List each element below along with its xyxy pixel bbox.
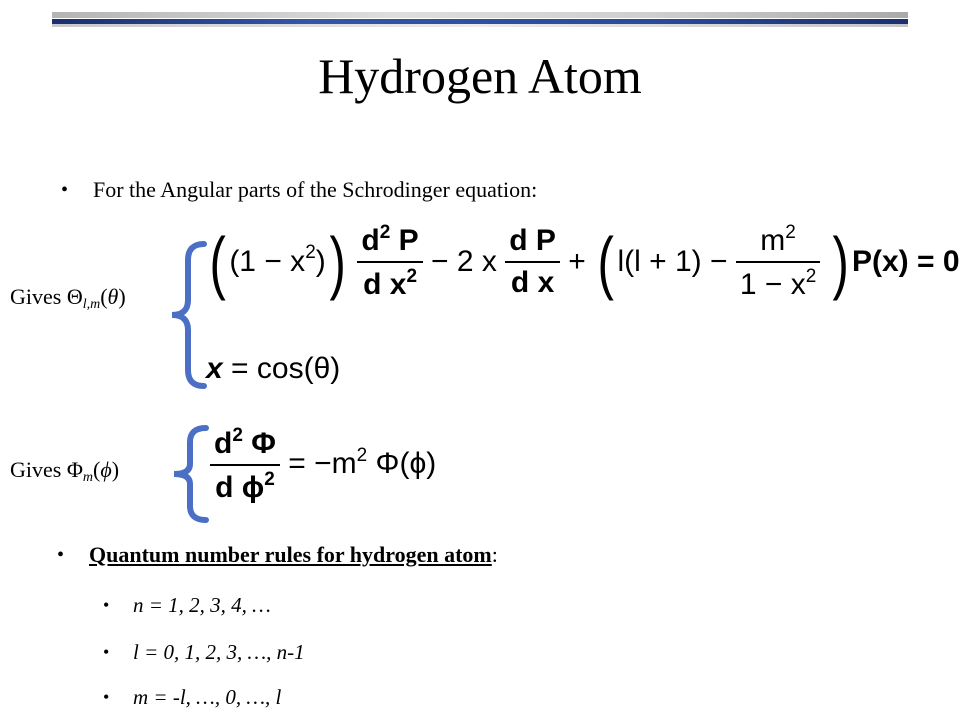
- brace-theta: [168, 240, 208, 390]
- rule-l: • l = 0, 1, 2, 3, …, n-1: [103, 640, 305, 664]
- frac-d2phi: $\frac{d^2 \Phi}{d \phi^2}$: [210, 425, 280, 505]
- gives-theta-label: Gives Θl,m(θ): [10, 284, 126, 312]
- rule-n: • n = 1, 2, 3, 4, …: [103, 593, 271, 617]
- frac-d2p-dx2: $\frac{d^2 P}{d x^2}$: [357, 222, 422, 302]
- frac-dp-dx: $\frac{\text{d P}}{\text{d x}}$: [505, 224, 560, 300]
- top-decorative-bar: [52, 12, 908, 30]
- brace-phi: [170, 424, 210, 524]
- slide-title: Hydrogen Atom: [318, 48, 642, 104]
- bullet-quantum-rules: • Quantum number rules for hydrogen atom:: [57, 542, 498, 567]
- x-cos-theta-equation: x = cos(θ): [206, 352, 341, 385]
- frac-m2: $\frac{m^2}{1 - x^2}$: [736, 222, 820, 302]
- bullet-dot: •: [57, 544, 65, 566]
- gives-phi-label: Gives Φm(ϕ): [10, 457, 120, 485]
- rule-m: • m = -l, …, 0, …, l: [103, 685, 282, 709]
- bullet-angular-parts: [61, 176, 538, 204]
- phi-equation: $\frac{d^2 \Phi}{d \phi^2}$ = $-m^2$ Φ(ϕ): [210, 425, 436, 505]
- legendre-equation: ( $(1 - x^2)$) $\frac{d^2 P}{d x^2}$ − 2 x $\frac{\text{d P}}{\text{d x}}$ + ( l(l + 1) − $\frac{m^2}{1 - x^2}$ ) P(x) = 0: [209, 222, 960, 301]
- bullet-angular-text: For the Angular parts of the Schrodinger equation:: [93, 177, 538, 202]
- bullet-dot: •: [61, 179, 69, 201]
